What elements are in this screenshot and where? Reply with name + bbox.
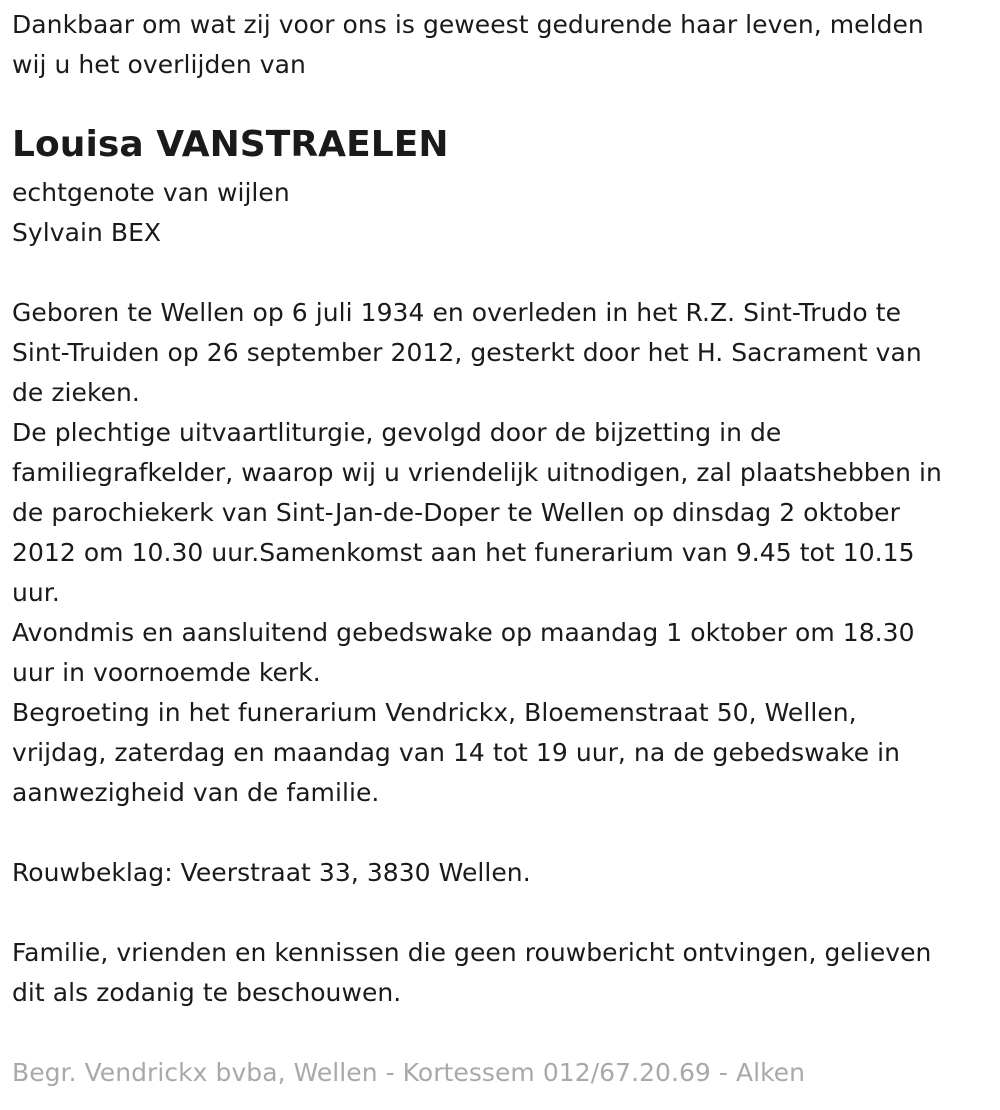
condolences-address: Rouwbeklag: Veerstraat 33, 3830 Wellen. [12,858,531,887]
relation-line-1: echtgenote van wijlen [12,178,290,207]
body-line: 2012 om 10.30 uur.Samenkomst aan het funerarium van 9.45 tot 10.15 [12,538,915,567]
body-line: Begroeting in het funerarium Vendrickx, Bloemenstraat 50, Wellen, [12,698,857,727]
body-line: aanwezigheid van de familie. [12,778,380,807]
body-line: de zieken. [12,378,140,407]
relation-line-2: Sylvain BEX [12,218,162,247]
body-line: Avondmis en aansluitend gebedswake op maandag 1 oktober om 18.30 [12,618,915,647]
body-line: de parochiekerk van Sint-Jan-de-Doper te Wellen op dinsdag 2 oktober [12,498,900,527]
body-line: Sint-Truiden op 26 september 2012, gesterkt door het H. Sacrament van [12,338,922,367]
closing-line-2: dit als zodanig te beschouwen. [12,978,402,1007]
body-line: De plechtige uitvaartliturgie, gevolgd door de bijzetting in de [12,418,782,447]
deceased-name: Louisa VANSTRAELEN [12,124,449,165]
body-line: Geboren te Wellen op 6 juli 1934 en overleden in het R.Z. Sint-Trudo te [12,298,902,327]
body-line: uur. [12,578,60,607]
intro-line-1: Dankbaar om wat zij voor ons is geweest gedurende haar leven, melden [12,10,924,39]
body-line: familiegrafkelder, waarop wij u vriendelijk uitnodigen, zal plaatshebben in [12,458,942,487]
body-line: uur in voornoemde kerk. [12,658,321,687]
funeral-home-footer: Begr. Vendrickx bvba, Wellen - Kortessem 012/67.20.69 - Alken [12,1058,806,1087]
intro-line-2: wij u het overlijden van [12,50,306,79]
closing-line-1: Familie, vrienden en kennissen die geen rouwbericht ontvingen, gelieven [12,938,932,967]
body-line: vrijdag, zaterdag en maandag van 14 tot 19 uur, na de gebedswake in [12,738,901,767]
